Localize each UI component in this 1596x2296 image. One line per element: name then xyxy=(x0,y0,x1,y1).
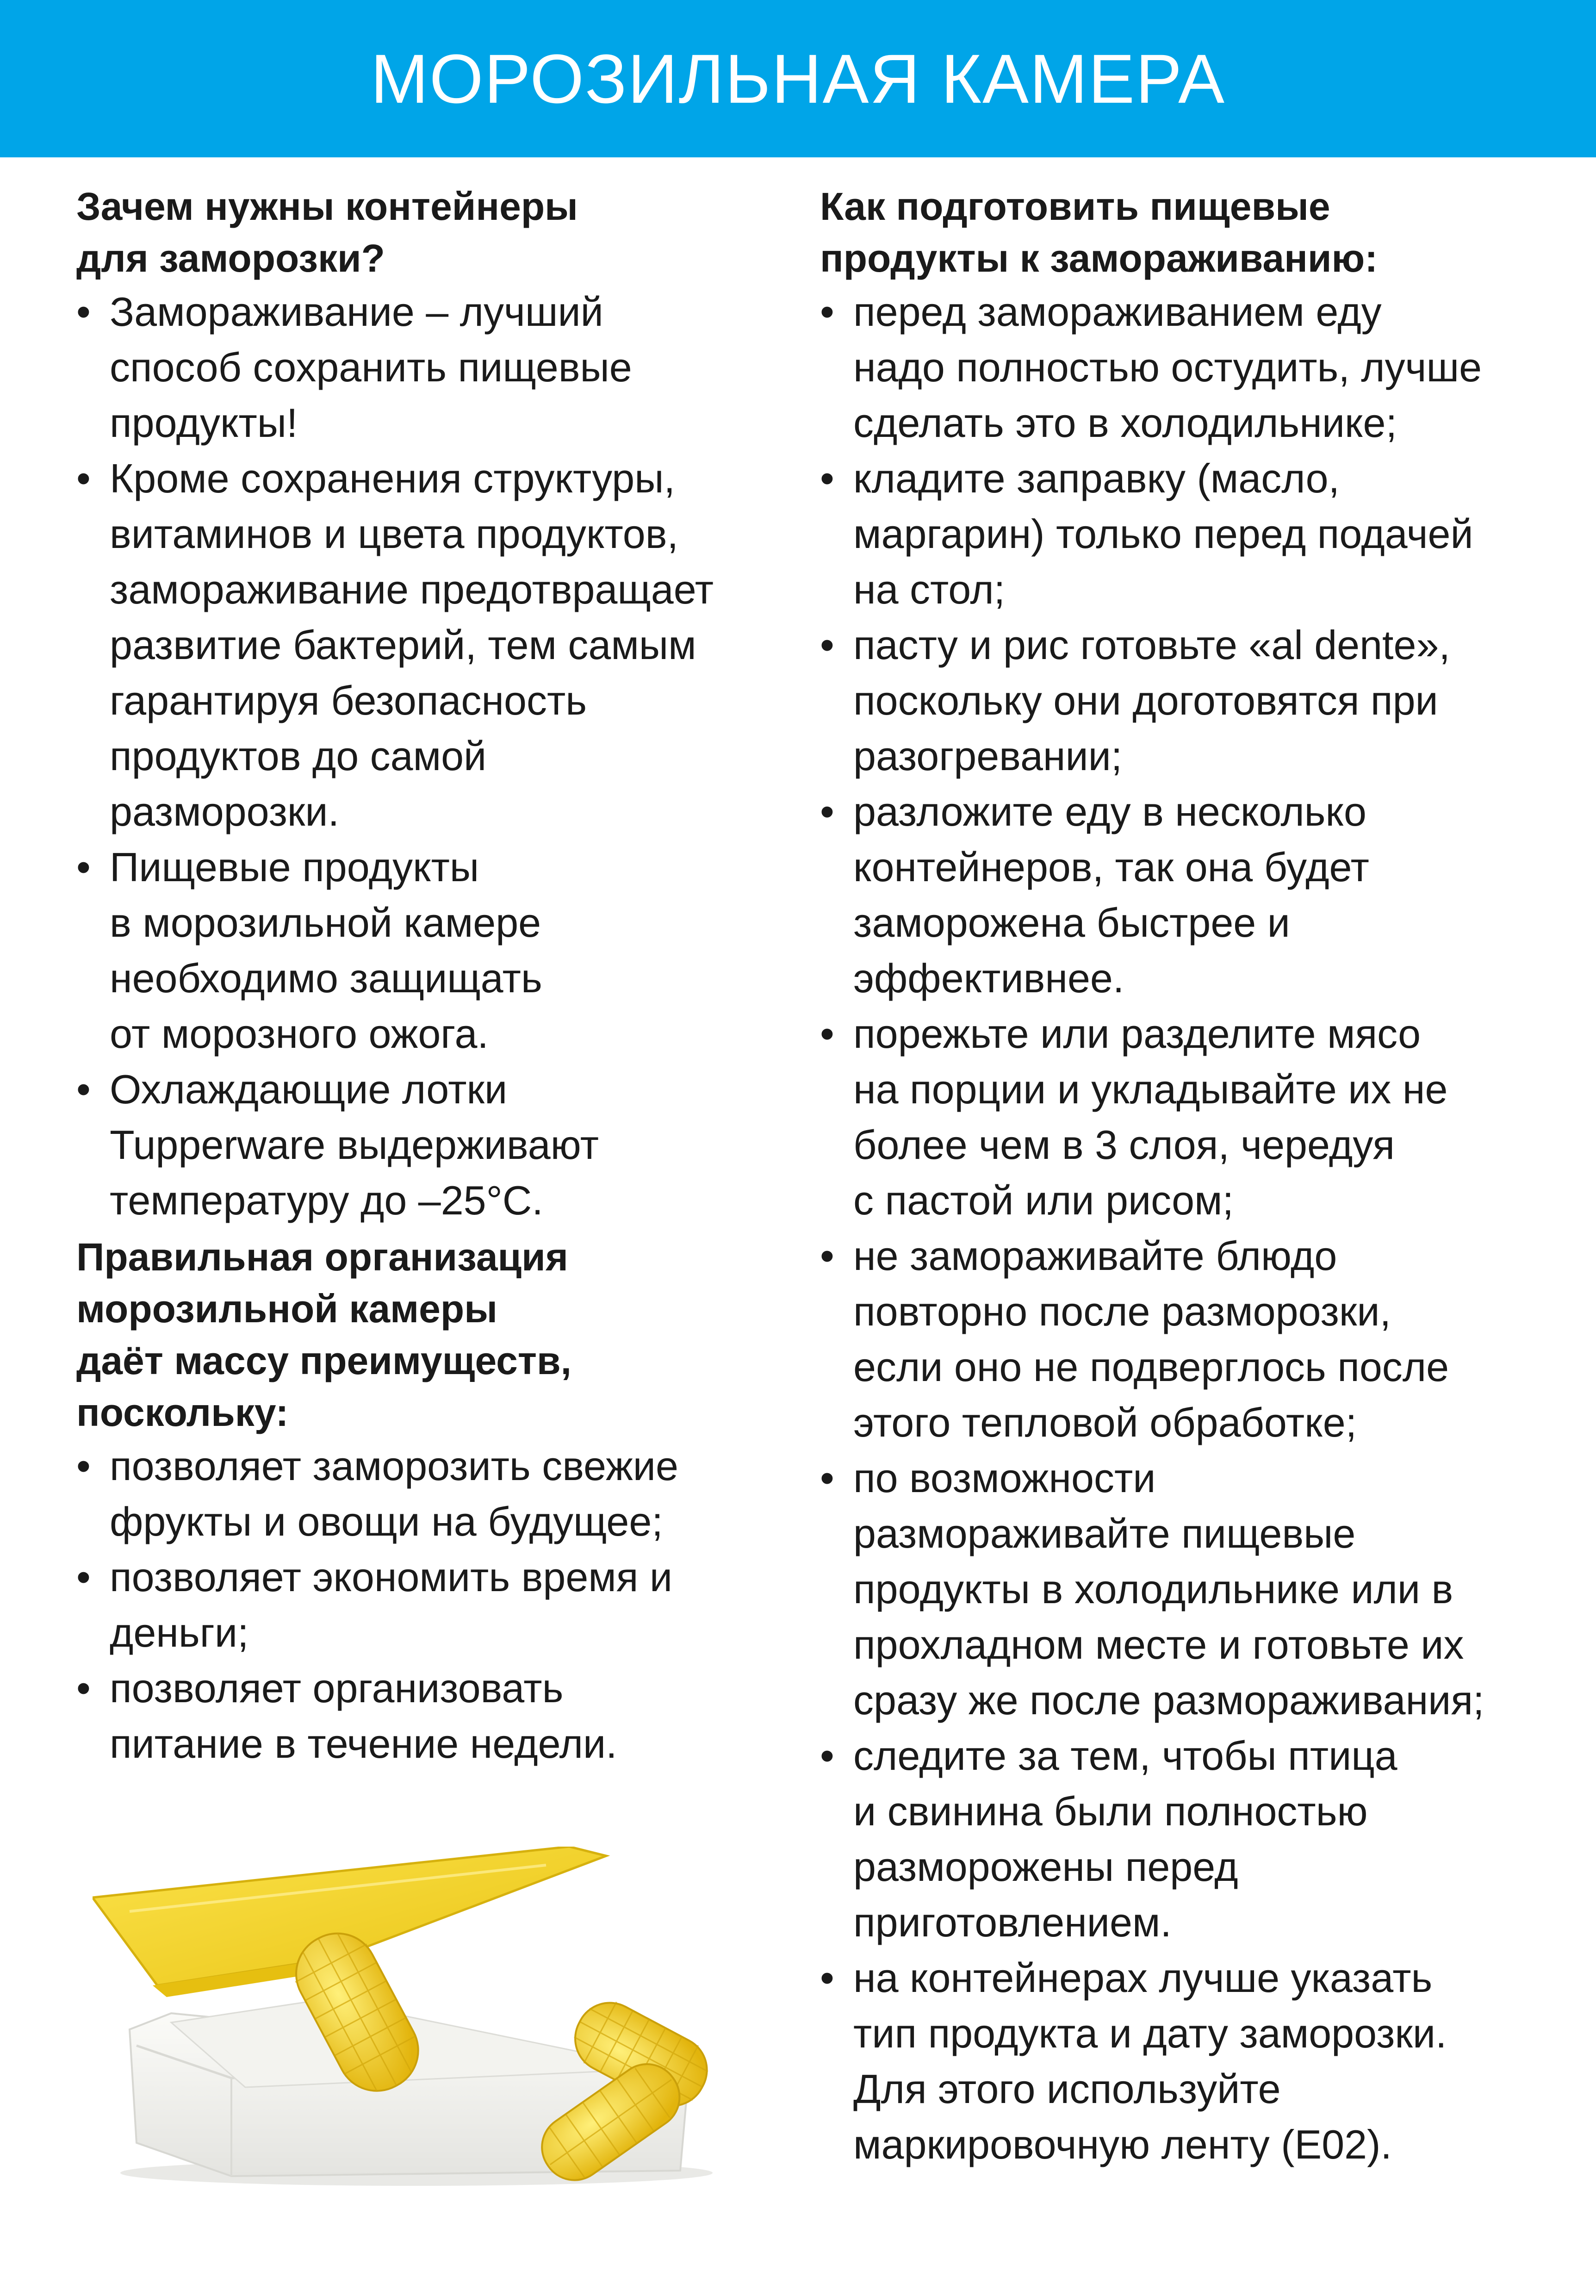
list-item: • Пищевые продукты в морозильной камере необходимо защищать от морозного ожога. xyxy=(76,840,798,1062)
container-corn-icon xyxy=(93,1847,740,2189)
list-item: • Кроме сохранения структуры, витаминов и цвета продуктов, замораживание предотвращает развитие бактерий, тем самым гарантируя безопасность продуктов до самой разморозки. xyxy=(76,451,798,840)
list-item: • не замораживайте блюдо повторно после разморозки, если оно не подверглось после этого тепловой обработке; xyxy=(820,1228,1560,1450)
header-banner xyxy=(0,0,1596,157)
list-item: • следите за тем, чтобы птица и свинина были полностью разморожены перед приготовлением. xyxy=(820,1728,1560,1950)
list-item: • позволяет экономить время и деньги; xyxy=(76,1549,798,1661)
section-heading-why-containers: Зачем нужны контейнеры для заморозки? xyxy=(76,185,578,280)
list-item: • перед замораживанием еду надо полностью остудить, лучше сделать это в холодильнике; xyxy=(820,284,1560,451)
section-heading-preparation: Как подготовить пищевые продукты к замораживанию: xyxy=(820,185,1378,280)
list-item: • Охлаждающие лотки Tupperware выдерживают температуру до –25°С. xyxy=(76,1062,798,1228)
section-heading-benefits: Правильная организация морозильной камеры даёт массу преимуществ, поскольку: xyxy=(76,1235,571,1434)
container-with-corn-image xyxy=(93,1847,740,2189)
list-item: • позволяет заморозить свежие фрукты и овощи на будущее; xyxy=(76,1438,798,1549)
right-column xyxy=(820,180,1560,2172)
list-item: • позволяет организовать питание в течение недели. xyxy=(76,1661,798,1772)
page-title: МОРОЗИЛЬНАЯ КАМЕРА xyxy=(370,39,1226,118)
preparation-list xyxy=(820,284,1560,2172)
list-item: • на контейнерах лучше указать тип продукта и дату заморозки. Для этого используйте маркировочную ленту (Е02). xyxy=(820,1950,1560,2172)
list-item: • разложите еду в несколько контейнеров, так она будет заморожена быстрее и эффективнее. xyxy=(820,784,1560,1006)
benefits-list xyxy=(76,1438,798,1772)
list-item: • порежьте или разделите мясо на порции и укладывайте их не более чем в 3 слоя, чередуя с пастой или рисом; xyxy=(820,1006,1560,1228)
list-item: • кладите заправку (масло, маргарин) только перед подачей на стол; xyxy=(820,451,1560,617)
left-column xyxy=(76,180,798,1772)
why-containers-list xyxy=(76,284,798,1228)
list-item: • по возможности размораживайте пищевые продукты в холодильнике или в прохладном месте и готовьте их сразу же после размораживания; xyxy=(820,1450,1560,1728)
list-item: • пасту и рис готовьте «al dente», поскольку они доготовятся при разогревании; xyxy=(820,617,1560,784)
list-item: • Замораживание – лучший способ сохранить пищевые продукты! xyxy=(76,284,798,451)
